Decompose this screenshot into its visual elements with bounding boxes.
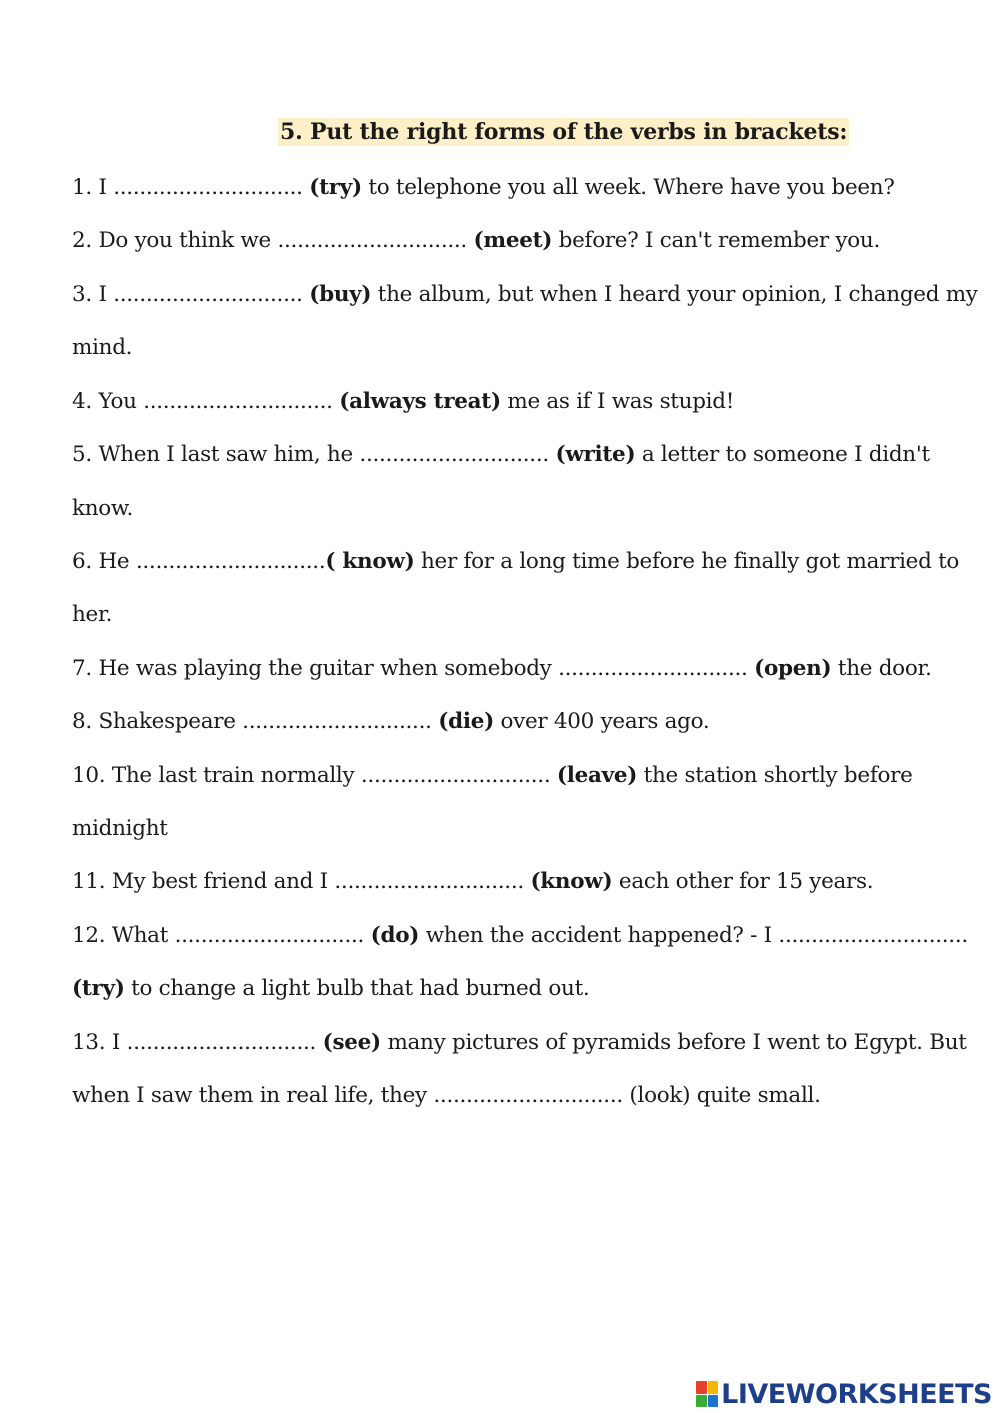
answer-blank[interactable]: .............................	[174, 923, 365, 948]
exercise-item-12-continuation: (try) to change a light bulb that had burned out.	[72, 976, 590, 1001]
logo-square	[696, 1395, 707, 1408]
answer-blank[interactable]: .............................	[433, 1083, 623, 1108]
exercise-item-4: 4. You ............................. (always treat) me as if I was stupid!	[72, 389, 735, 414]
answer-blank[interactable]: .............................	[113, 282, 303, 307]
answer-blank[interactable]: .............................	[113, 175, 303, 200]
answer-blank[interactable]: .............................	[126, 1030, 317, 1055]
exercise-item-6-continuation: her.	[72, 602, 113, 627]
answer-blank[interactable]: .............................	[277, 228, 467, 253]
liveworksheets-logo-icon	[696, 1381, 718, 1407]
answer-blank[interactable]: .............................	[334, 869, 524, 894]
exercise-item-13: 13. I ............................. (see) many pictures of pyramids before I went to Egypt. But	[72, 1030, 967, 1055]
answer-blank[interactable]: .............................	[143, 389, 333, 414]
exercise-item-7: 7. He was playing the guitar when somebody ............................. (open) the door.	[72, 656, 932, 681]
answer-blank[interactable]: .............................	[558, 656, 748, 681]
logo-square	[708, 1381, 719, 1394]
exercise-item-13-continuation: when I saw them in real life, they ............................. (look) quite small.	[72, 1083, 821, 1108]
exercise-item-6: 6. He .............................( know) her for a long time before he finally got married to	[72, 549, 960, 574]
answer-blank[interactable]: .............................	[360, 763, 551, 788]
exercise-item-12: 12. What ............................. (do) when the accident happened? - I .............................	[72, 923, 968, 948]
logo-square	[696, 1381, 707, 1394]
answer-blank[interactable]: .............................	[135, 549, 326, 574]
exercise-item-5-continuation: know.	[72, 496, 134, 521]
answer-blank[interactable]: .............................	[359, 442, 549, 467]
exercise-item-2: 2. Do you think we ............................. (meet) before? I can't remember you.	[72, 228, 880, 253]
exercise-item-5: 5. When I last saw him, he ............................. (write) a letter to someone I didn't	[72, 442, 930, 467]
exercise-title: 5. Put the right forms of the verbs in brackets:	[280, 119, 848, 145]
logo-text: LIVEWORKSHEETS	[721, 1378, 992, 1410]
exercise-item-3: 3. I ............................. (buy) the album, but when I heard your opinion, I changed my	[72, 282, 978, 307]
exercise-item-10: 10. The last train normally ............................. (leave) the station shortly before	[72, 763, 913, 788]
answer-blank[interactable]: .............................	[778, 923, 968, 948]
exercise-item-10-continuation: midnight	[72, 816, 168, 841]
logo-square	[708, 1395, 719, 1408]
exercise-item-11: 11. My best friend and I ............................. (know) each other for 15 years.	[72, 869, 874, 894]
exercise-item-3-continuation: mind.	[72, 335, 133, 360]
exercise-item-1: 1. I ............................. (try) to telephone you all week. Where have you been?	[72, 175, 895, 200]
exercise-item-8: 8. Shakespeare ............................. (die) over 400 years ago.	[72, 709, 710, 734]
liveworksheets-logo[interactable]	[696, 1377, 992, 1411]
answer-blank[interactable]: .............................	[242, 709, 432, 734]
